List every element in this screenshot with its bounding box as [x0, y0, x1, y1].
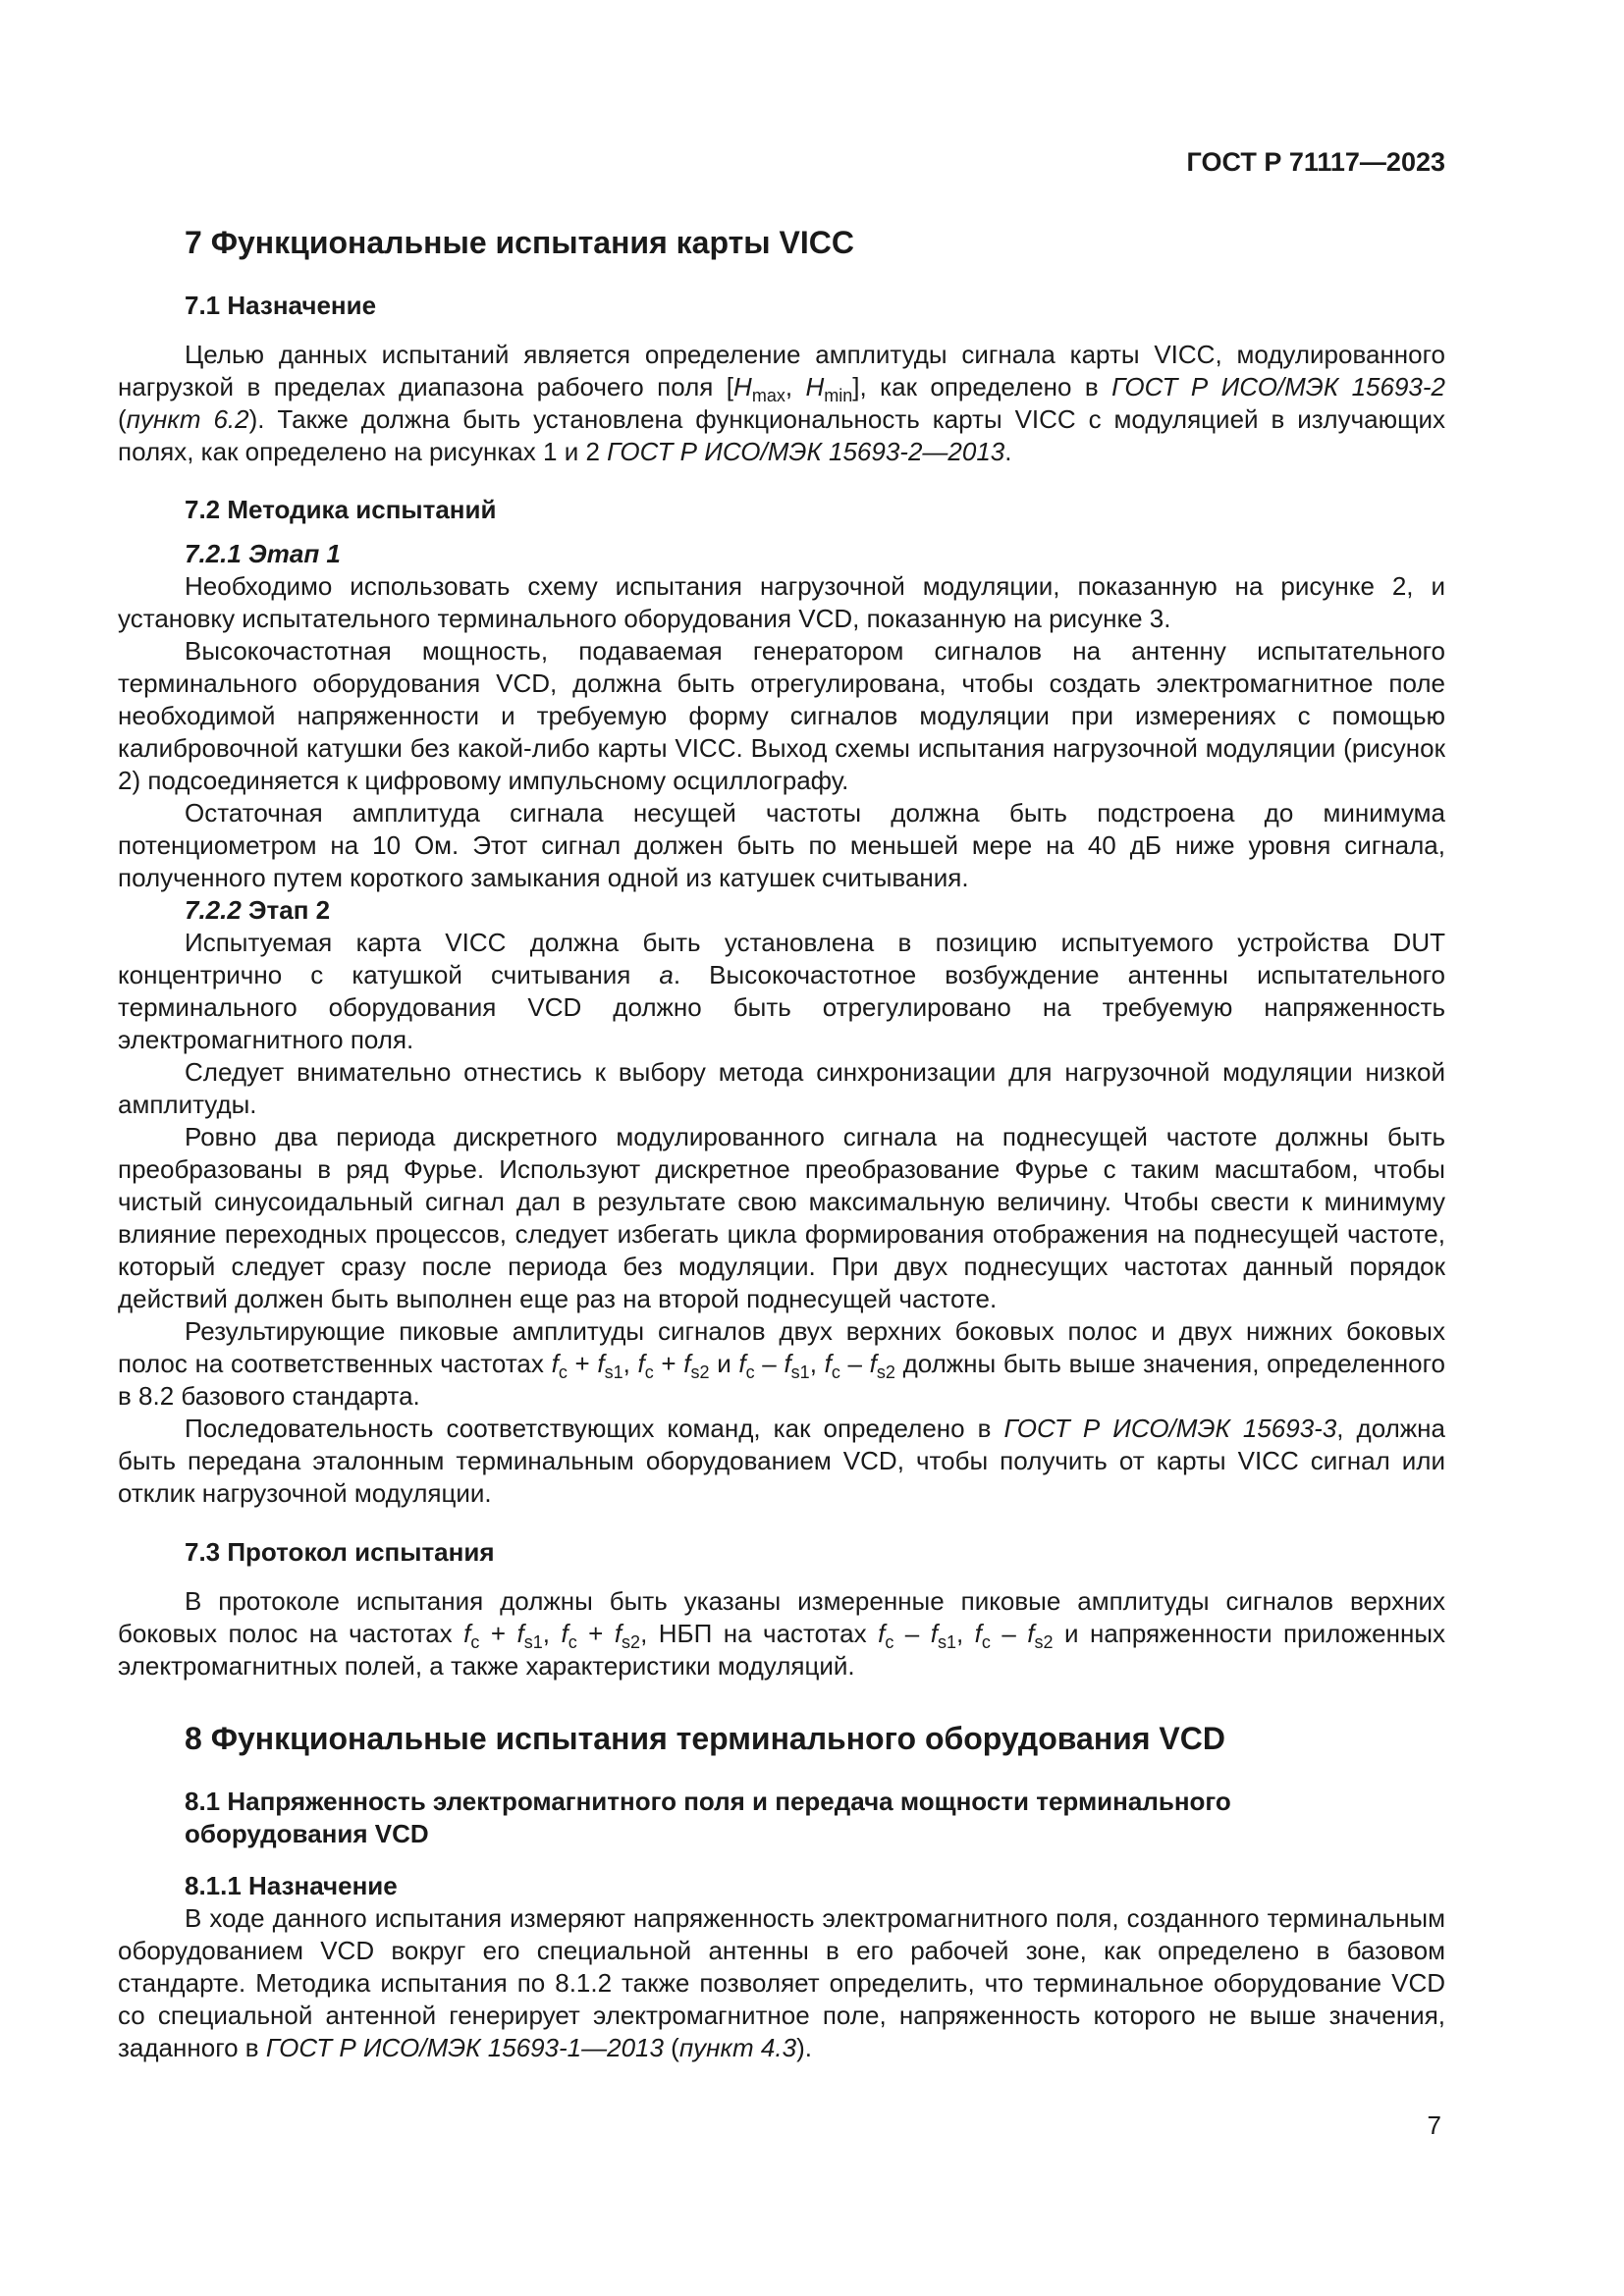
section-7-title: 7 Функциональные испытания карты VICC: [185, 225, 854, 260]
reference: ГОСТ Р ИСО/МЭК 15693-2: [1111, 372, 1446, 401]
reference: ГОСТ Р ИСО/МЭК 15693-3: [1003, 1414, 1337, 1443]
section-7-3-title: 7.3 Протокол испытания: [185, 1537, 495, 1567]
paragraph: Испытуемая карта VICC должна быть установлена в позицию испытуемого устройства DUT концентрично с катушкой считывания a. Высокочастотное возбуждение антенны испытательного терминального оборудования VCD должно быть отрегулировано на требуемую напряженность электромагнитного поля.: [118, 928, 1445, 1054]
page-content: [118, 0, 1445, 2064]
paragraph: Необходимо использовать схему испытания нагрузочной модуляции, показанную на рисунке 2, и установку испытательного терминального оборудования VCD, показанную на рисунке 3.: [118, 571, 1445, 633]
reference: ГОСТ Р ИСО/МЭК 15693-2—2013: [607, 437, 1005, 466]
paragraph: Следует внимательно отнестись к выбору метода синхронизации для нагрузочной модуляции низкой амплитуды.: [118, 1057, 1445, 1119]
document-code: ГОСТ Р 71117—2023: [1186, 147, 1445, 177]
paragraph: Результирующие пиковые амплитуды сигналов двух верхних боковых полос и двух нижних боковых полос на соответственных частотах $f_c + f_{s1}$, $f_c + f_{s2}$ и $f_c - f_{s1}$, $f_c - f_{s2}$ должны быть выше значения, определенного в 8.2 базового стандарта.: [118, 1316, 1445, 1411]
page-number: 7: [1427, 2110, 1441, 2140]
reference: ГОСТ Р ИСО/МЭК 15693-1—2013: [265, 2033, 664, 2062]
paragraph: В протоколе испытания должны быть указаны измеренные пиковые амплитуды сигналов верхних боковых полос на частотах $f_c + f_{s1}$, $f_c + f_{s2}$, НБП на частотах $f_c - f_{s1}$, $f_c - f_{s2}$ и напряженности приложенных электромагнитных полей, а также характеристики модуляций.: [118, 1586, 1446, 1681]
section-8-1-title: 8.1 Напряженность электромагнитного поля и передача мощности терминального оборудования VCD: [185, 1787, 1231, 1848]
section-8-1-1-title: 8.1.1 Назначение: [185, 1871, 398, 1900]
paragraph: Высокочастотная мощность, подаваемая генератором сигналов на антенну испытательного терминального оборудования VCD, должна быть отрегулирована, чтобы создать электромагнитное поле необходимой напряженности и требуемую форму сигналов модуляции при измерениях с помощью калибровочной катушки без какой-либо карты VICC. Выход схемы испытания нагрузочной модуляции (рисунок 2) подсоединяется к цифровому импульсному осциллографу.: [118, 636, 1445, 795]
paragraph: Последовательность соответствующих команд, как определено в ГОСТ Р ИСО/МЭК 15693-3, должна быть передана эталонным терминальным оборудованием VCD, чтобы получить от карты VICC сигнал или отклик нагрузочной модуляции.: [118, 1414, 1445, 1508]
section-7-1-paragraph: Целью данных испытаний является определение амплитуды сигнала карты VICC, модулированного нагрузкой в пределах диапазона рабочего поля [$H_{max}$, $H_{min}$], как определено в ГОСТ Р ИСО/МЭК 15693-2 (пункт 6.2). Также должна быть установлена функциональность карты VICC с модуляцией в излучающих полях, как определено на рисунках 1 и 2 ГОСТ Р ИСО/МЭК 15693-2—2013.: [118, 340, 1446, 466]
section-8-title: 8 Функциональные испытания терминального оборудования VCD: [185, 1721, 1225, 1756]
section-7-2-2-title: 7.2.2 Этап 2: [185, 895, 331, 925]
section-7-2-1-title: 7.2.1 Этап 1: [185, 539, 341, 568]
paragraph: В ходе данного испытания измеряют напряженность электромагнитного поля, созданного терминальным оборудованием VCD вокруг его специальной антенны в его рабочей зоне, как определено в базовом стандарте. Методика испытания по 8.1.2 также позволяет определить, что терминальное оборудование VCD со специальной антенной генерирует электромагнитное поле, напряженность которого не выше значения, заданного в ГОСТ Р ИСО/МЭК 15693-1—2013 (пункт 4.3).: [118, 1903, 1445, 2062]
section-7-1-title: 7.1 Назначение: [185, 291, 377, 320]
paragraph: Ровно два периода дискретного модулированного сигнала на поднесущей частоте должны быть преобразованы в ряд Фурье. Используют дискретное преобразование Фурье с таким масштабом, чтобы чистый синусоидальный сигнал дал в результате свою максимальную величину. Чтобы свести к минимуму влияние переходных процессов, следует избегать цикла формирования отображения на поднесущей частоте, который следует сразу после периода без модуляции. При двух поднесущих частотах данный порядок действий должен быть выполнен еще раз на второй поднесущей частоте.: [118, 1122, 1445, 1313]
section-7-2-title: 7.2 Методика испытаний: [185, 495, 497, 524]
paragraph: Остаточная амплитуда сигнала несущей частоты должна быть подстроена до минимума потенциометром на 10 Ом. Этот сигнал должен быть по меньшей мере на 40 дБ ниже уровня сигнала, полученного путем короткого замыкания одной из катушек считывания.: [118, 798, 1445, 892]
